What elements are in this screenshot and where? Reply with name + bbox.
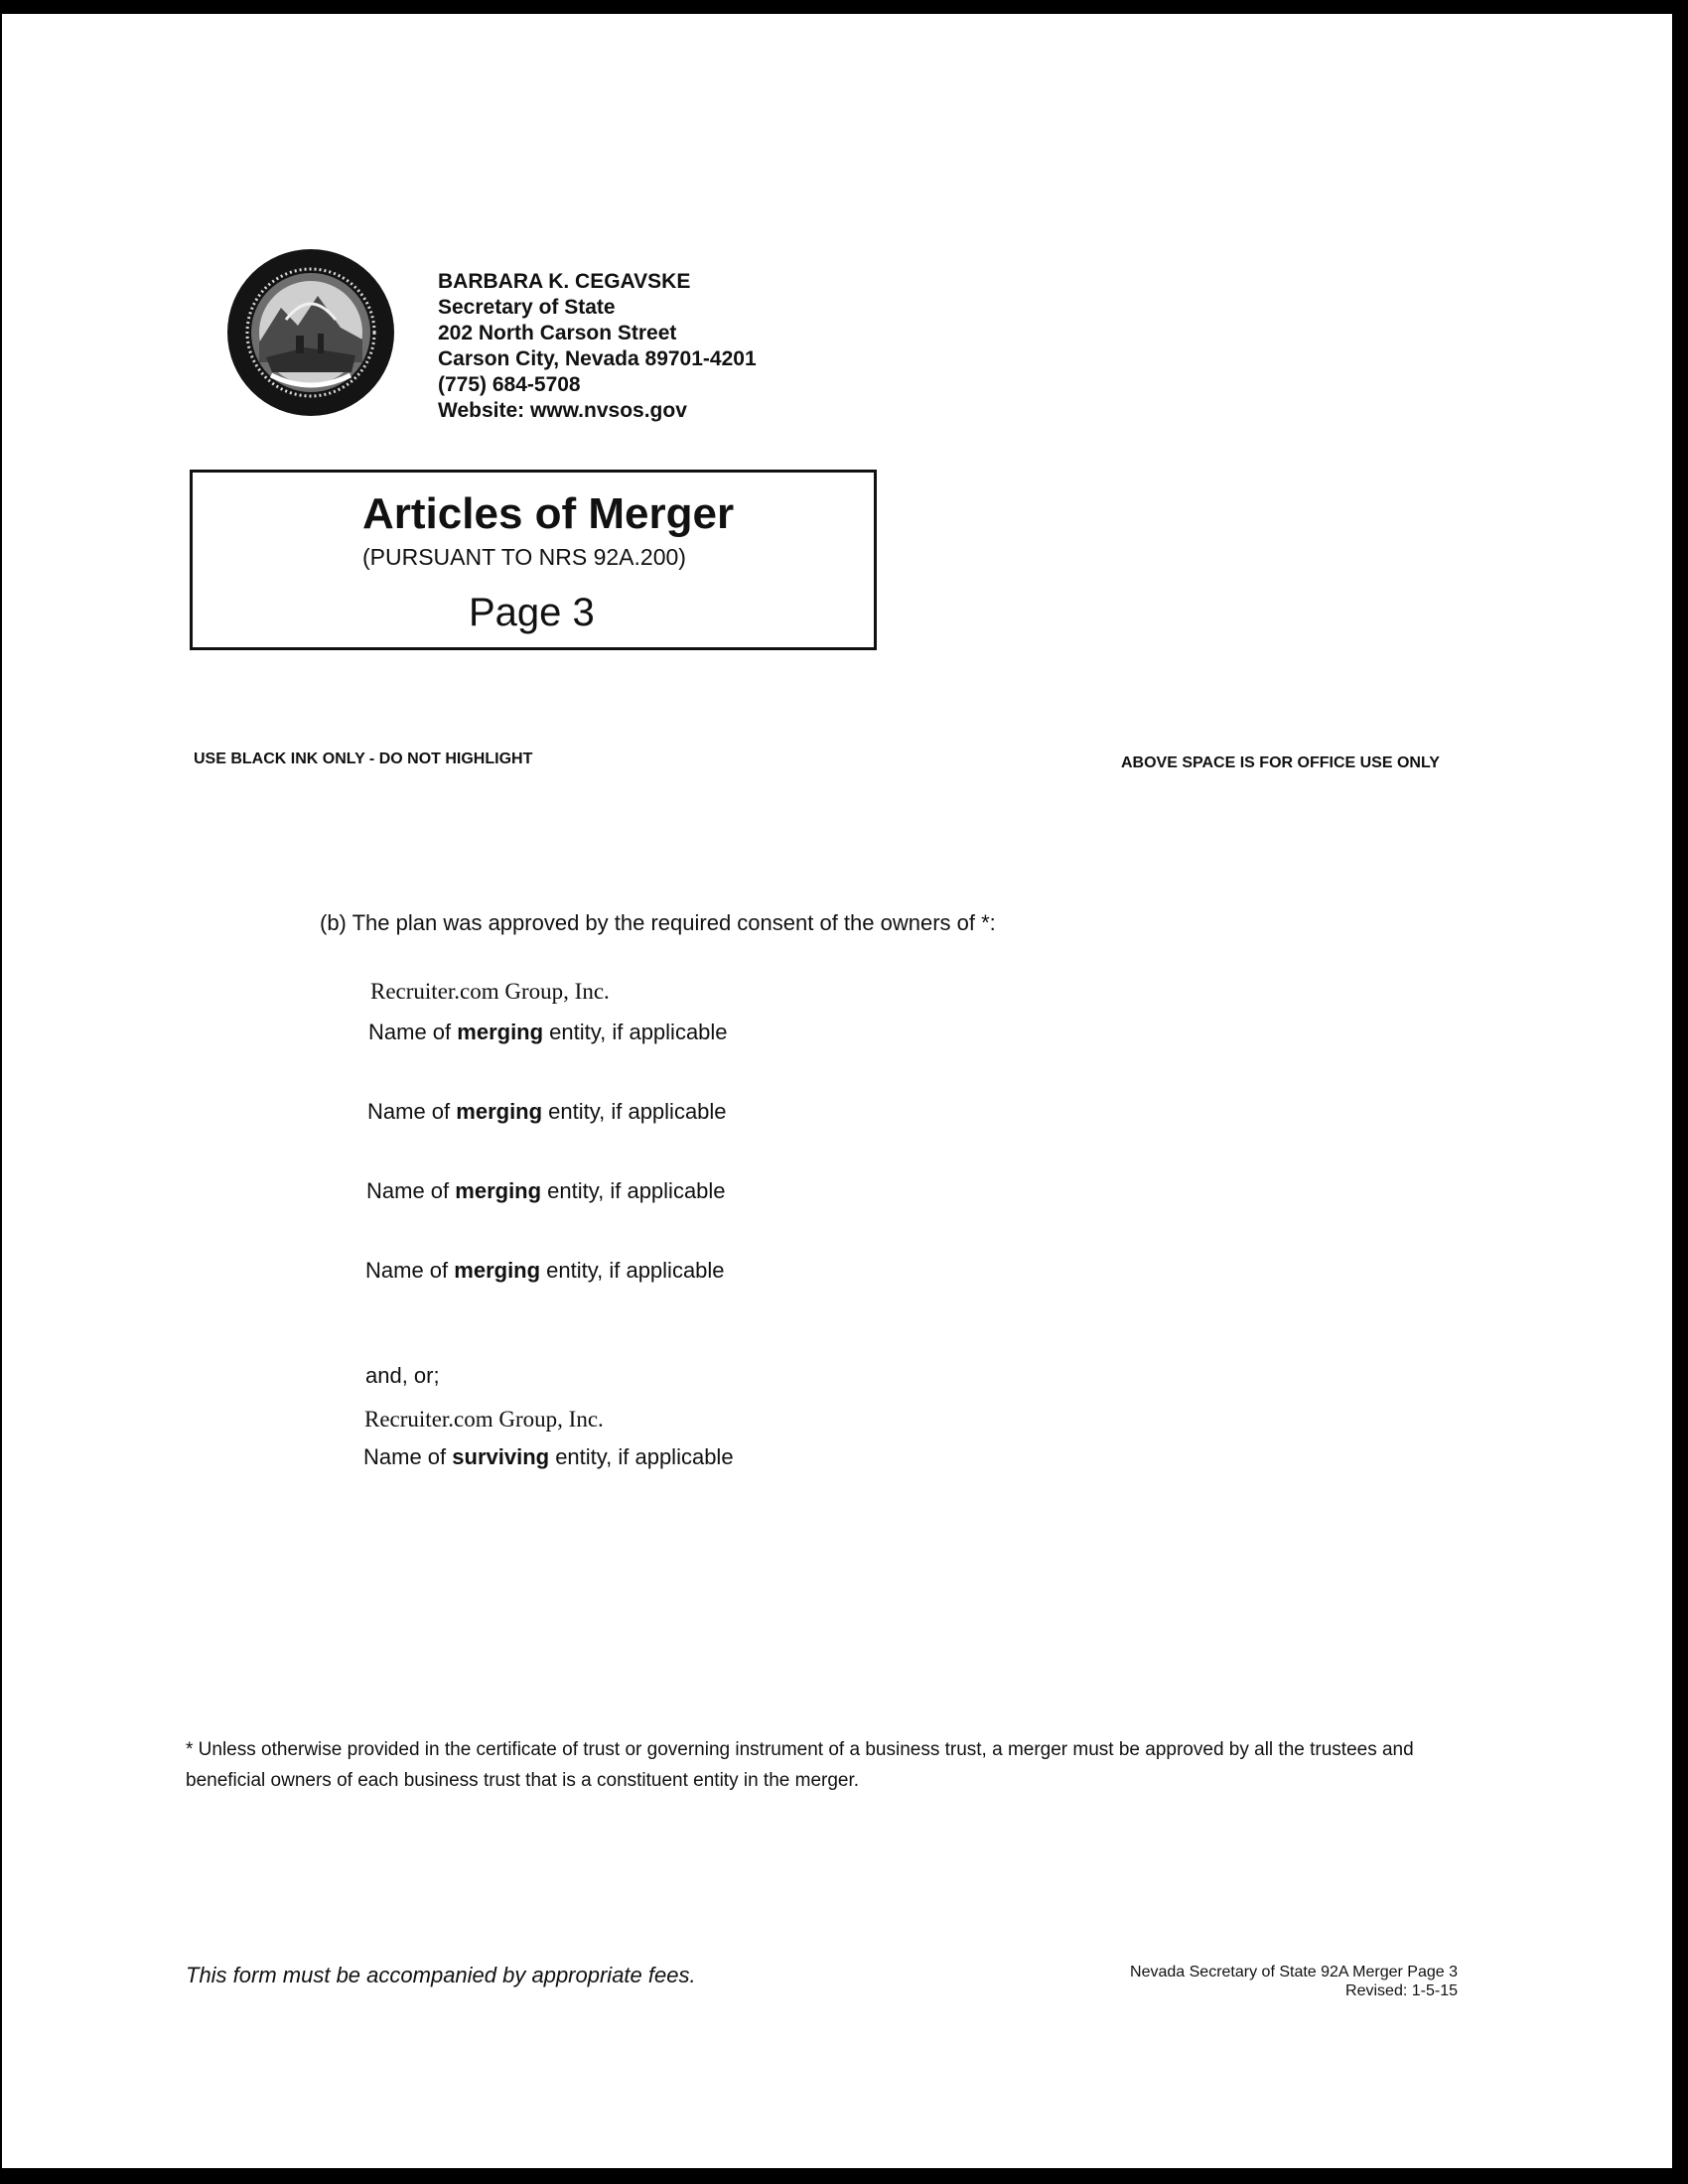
merging-entity-label: Name of merging entity, if applicable [366, 1178, 726, 1203]
form-page-label: Page 3 [469, 591, 595, 634]
office-use-note: ABOVE SPACE IS FOR OFFICE USE ONLY [1121, 754, 1440, 771]
and-or-text: and, or; [365, 1363, 440, 1388]
form-subtitle: (PURSUANT TO NRS 92A.200) [362, 544, 686, 570]
nevada-state-seal-icon [226, 248, 395, 417]
form-id-line: Nevada Secretary of State 92A Merger Page 3 [1130, 1964, 1458, 1980]
surviving-entity-label: Name of surviving entity, if applicable [363, 1444, 734, 1469]
surviving-entity-value: Recruiter.com Group, Inc. [364, 1407, 604, 1432]
office-phone: (775) 684-5708 [438, 373, 581, 396]
form-title: Articles of Merger [362, 489, 735, 538]
merging-entity-label: Name of merging entity, if applicable [368, 1020, 728, 1044]
document-page [2, 14, 1672, 2168]
merging-entity-value: Recruiter.com Group, Inc. [370, 979, 610, 1004]
business-trust-footnote: * Unless otherwise provided in the certificate of trust or governing instrument of a business trust, a merger must be approved by all the trustees and beneficial owners of each business trust that is a constituent entity in the merger. [186, 1739, 1414, 1791]
fees-notice: This form must be accompanied by appropriate fees. [186, 1963, 696, 1987]
merging-entity-label: Name of merging entity, if applicable [367, 1099, 727, 1124]
form-identifier [1130, 1963, 1458, 2000]
office-website: Website: www.nvsos.gov [438, 399, 687, 422]
office-city: Carson City, Nevada 89701-4201 [438, 347, 757, 370]
approval-statement: (b) The plan was approved by the required consent of the owners of *: [320, 910, 996, 935]
ink-instruction: USE BLACK INK ONLY - DO NOT HIGHLIGHT [194, 751, 533, 767]
office-address-block [438, 269, 757, 424]
officer-title: Secretary of State [438, 296, 616, 319]
office-street: 202 North Carson Street [438, 322, 677, 344]
merging-entity-label: Name of merging entity, if applicable [365, 1258, 725, 1283]
form-title-box [190, 470, 877, 650]
revision-date: Revised: 1-5-15 [1345, 1982, 1458, 1999]
officer-name: BARBARA K. CEGAVSKE [438, 270, 691, 293]
